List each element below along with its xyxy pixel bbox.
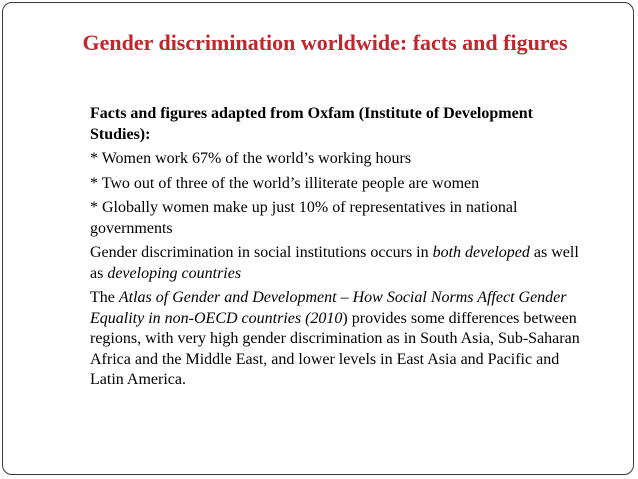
bullet-text: Facts and figures adapted from Oxfam (Institute of Development Studies):	[90, 105, 533, 143]
bullet-item	[66, 149, 586, 170]
bullet-item	[66, 174, 586, 195]
bullet-text: * Women work 67% of the world’s working hours	[90, 150, 412, 167]
bullet-text: * Two out of three of the world’s illiterate people are women	[90, 174, 480, 192]
bullet-list	[66, 104, 586, 395]
publication-title-text: Atlas of Gender and Development – How Social Norms Affect Gender Equality in non-OECD countries (2010	[90, 289, 567, 327]
bullet-text: The	[90, 289, 119, 306]
slide-title: Gender discrimination worldwide: facts and figures	[82, 30, 568, 55]
bullet-item	[66, 104, 586, 145]
bullet-text: ) provides some differences between regions, with very high gender discrimination as in South Asia, Sub-Saharan Africa and the Middle East, and lower levels in East Asia and Pacific and Latin America.	[90, 309, 580, 388]
emphasis-text: both developed	[432, 244, 530, 261]
bullet-text: * Globally women make up just 10% of representatives in national governments	[90, 199, 518, 237]
emphasis-text: developing countries	[107, 264, 242, 282]
bullet-text: Gender discrimination in social institutions occurs in	[90, 244, 433, 261]
bullet-item	[66, 198, 586, 239]
bullet-item	[66, 288, 586, 391]
bullet-text: as well as	[90, 244, 579, 282]
bullet-item	[66, 243, 586, 284]
